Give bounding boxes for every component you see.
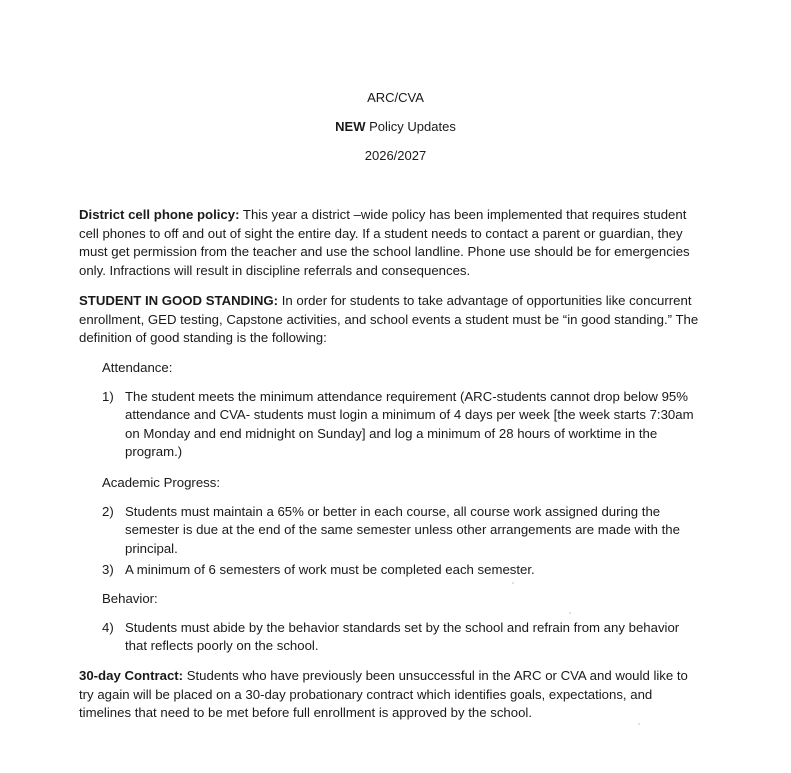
- doc-header-title: [0, 90, 791, 105]
- doc-header-year: [0, 148, 791, 163]
- doc-header-subtitle: [0, 119, 791, 134]
- behavior-label: Behavior:: [102, 591, 158, 606]
- list-item-text: The student meets the minimum attendance requirement (ARC-students cannot drop below 95% attendance and CVA- students must login a minimum of 4 days per week [the week starts 7:30am on Monday and end midnight on Sunday] and log a minimum of 28 hours of worktime in the program.): [125, 389, 694, 460]
- academic-progress-label: Academic Progress:: [102, 475, 220, 490]
- cell-phone-policy-paragraph: [79, 206, 704, 280]
- list-item-number: 2): [102, 504, 114, 519]
- list-item-text: Students must abide by the behavior standards set by the school and refrain from any behavior that reflects poorly on the school.: [125, 620, 680, 654]
- contract-heading: 30-day Contract:: [79, 668, 184, 683]
- good-standing-body: In order for students to take advantage of opportunities like concurrent enrollment, GED testing, Capstone activities, and school events a student must be “in good standing.” The definition of good standing is the following:: [79, 293, 699, 346]
- contract-body: Students who have previously been unsuccessful in the ARC or CVA and would like to try again will be placed on a 30-day probationary contract which identifies goals, expectations, and timelines that need to be met before full enrollment is approved by the school.: [79, 668, 688, 721]
- header-year: 2026/2027: [364, 148, 427, 163]
- contract-paragraph: [79, 667, 704, 723]
- list-item-text: A minimum of 6 semesters of work must be completed each semester.: [125, 562, 535, 577]
- scan-speck: [638, 723, 640, 725]
- cell-phone-policy-heading: District cell phone policy:: [79, 207, 240, 222]
- list-item-number: 4): [102, 620, 114, 635]
- good-standing-paragraph: [79, 292, 704, 348]
- list-item: [102, 561, 702, 579]
- cell-phone-policy-body: This year a district –wide policy has been implemented that requires student cell phones to off and out of sight the entire day. If a student needs to contact a parent or guardian, they must get permission from the teacher and use the school landline. Phone use should be for emergencies only. Infractions will result in discipline referrals and consequences.: [79, 207, 690, 278]
- list-item-number: 1): [102, 389, 114, 404]
- scan-speck: [512, 582, 514, 584]
- attendance-label: Attendance:: [102, 360, 173, 375]
- good-standing-heading: STUDENT IN GOOD STANDING:: [79, 293, 279, 308]
- list-item: [102, 503, 702, 558]
- scan-speck: [569, 612, 571, 614]
- header-line-1: ARC/CVA: [367, 90, 424, 105]
- header-new-label: NEW: [335, 119, 366, 134]
- list-item-text: Students must maintain a 65% or better in each course, all course work assigned during the semester is due at the end of the same semester unless other arrangements are made with the principal.: [125, 504, 680, 556]
- list-item: [102, 388, 702, 462]
- list-item-number: 3): [102, 562, 114, 577]
- list-item: [102, 619, 702, 656]
- header-policy-updates: Policy Updates: [365, 119, 456, 134]
